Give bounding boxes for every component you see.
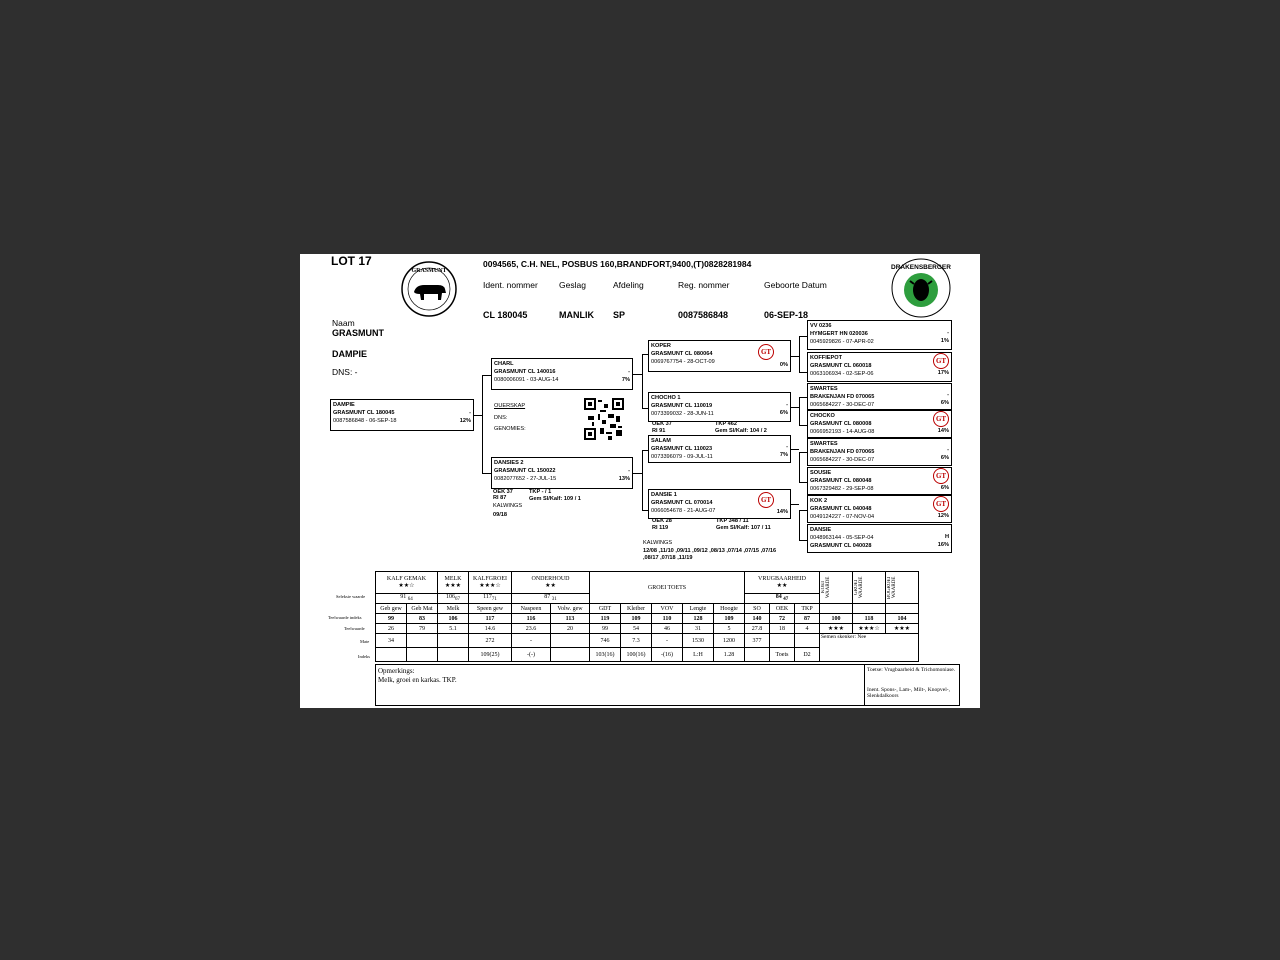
group-vrugbaarheid: VRUGBAARHEID ★★ bbox=[745, 572, 820, 594]
ident-value: CL 180045 bbox=[483, 310, 528, 320]
col-lengte: Lengte bbox=[683, 604, 714, 614]
pedigree-gg-2: KOFFIEPOT GRASMUNT CL 060018 0063106934 - 02-SEP-06 17% GT bbox=[807, 352, 952, 382]
inent-note: Inent. Spons-, Lam-, Milt-, Knopvel-, Slenkdalkoors bbox=[867, 687, 950, 699]
pedigree-dam-sire: SALAM GRASMUNT CL 110023 0073396079 - 09-JUL-11 - 7% bbox=[648, 435, 791, 463]
pedigree-sire: CHARL GRASMUNT CL 140016 0080006091 - 03-AUG-14 - 7% bbox=[491, 358, 633, 390]
svg-text:GRASMUNT: GRASMUNT bbox=[411, 268, 447, 274]
kalwings-list: 12/08 ,11/10 ,09/11 ,09/12 ,08/13 ,07/14 ,07/15 ,07/16 ,08/17 ,07/18 ,11/19 bbox=[643, 548, 777, 561]
opmerkings-label: Opmerkings: bbox=[378, 667, 415, 675]
geslag-header: Geslag bbox=[559, 280, 586, 290]
owner-details: 0094565, C.H. NEL, POSBUS 160,BRANDFORT,9400,(T)0828281984 bbox=[483, 259, 752, 269]
dam-kalwings-label: KALWINGS bbox=[493, 503, 523, 509]
svg-text:DRAKENSBERGER: DRAKENSBERGER bbox=[891, 264, 951, 271]
genomies-label: GENOMIES: bbox=[494, 426, 526, 432]
group-kalf-gemak: KALF GEMAK ★★☆ bbox=[376, 572, 438, 594]
group-onderhoud: ONDERHOUD ★★ bbox=[512, 572, 590, 594]
pedigree-dam-dam: DANSIE 1 GRASMUNT CL 070014 0066054678 - 21-AUG-07 14% GT bbox=[648, 489, 791, 519]
col-tkp: TKP bbox=[795, 604, 820, 614]
pedigree-self: DAMPIE GRASMUNT CL 180045 0087586848 - 06-SEP-18 - 12% bbox=[330, 399, 474, 431]
ouerskap-label: OUERSKAP bbox=[494, 403, 526, 409]
teelwaarde-indeks-label: Teelwaarde indeks bbox=[328, 615, 362, 620]
selection-label: Seleksie waarde bbox=[336, 594, 366, 599]
dam-tkp: TKP - / 1 bbox=[529, 489, 552, 495]
selection-vrugbaarheid: 84 $_{47}$ bbox=[745, 594, 820, 604]
pedigree-gg-6: SOUSIE GRASMUNT CL 080048 0067329482 - 29-SEP-08 6% GT bbox=[807, 467, 952, 495]
group-bogroei-waarde: BOGROEI WAARDE bbox=[886, 572, 919, 604]
dd-tkp: TKP 348 / 11 bbox=[716, 518, 749, 524]
dam-kalwings: 09/18 bbox=[493, 512, 507, 518]
afdeling-header: Afdeling bbox=[613, 280, 644, 290]
geslag-value: MANLIK bbox=[559, 310, 594, 320]
gcl-icon: GT bbox=[933, 496, 949, 512]
naam-label: Naam bbox=[332, 318, 355, 328]
qr-code bbox=[584, 398, 624, 440]
selection-onderhoud: 87 $_{31}$ bbox=[512, 594, 590, 604]
col-kleiber: Kleiber bbox=[621, 604, 652, 614]
geboorte-header: Geboorte Datum bbox=[764, 280, 827, 290]
col-naspeen: Naspeen bbox=[512, 604, 551, 614]
dd-ri: RI 119 bbox=[652, 525, 669, 531]
col-gdt: GDT bbox=[590, 604, 621, 614]
pedigree-gg-8: DANSIE 0048963144 - 05-SEP-04 GRASMUNT CL 040028 H 16% bbox=[807, 524, 952, 553]
evaluation-table bbox=[375, 571, 919, 662]
animal-name: DAMPIE bbox=[332, 349, 368, 359]
col-volw-gew: Volw. gew bbox=[551, 604, 590, 614]
sd-gem: Gem Sl/Kalf: 104 / 2 bbox=[715, 428, 767, 434]
gcl-icon: GT bbox=[758, 344, 774, 360]
dns-label: DNS: bbox=[494, 415, 508, 421]
dam-ri: RI 87 bbox=[493, 495, 507, 501]
sd-oek: OEK 37 bbox=[652, 421, 672, 427]
reg-header: Reg. nommer bbox=[678, 280, 730, 290]
pedigree-gg-5: SWARTES BRAKENJAN FD 070065 0065684227 - 30-DEC-07 - 6% bbox=[807, 438, 952, 466]
kalwings-label: KALWINGS bbox=[643, 540, 673, 546]
gcl-icon: GT bbox=[933, 411, 949, 427]
indeks-row: 109(25) -(-) 103(16) 100(16) -(16) L:H 1.28 Toets D2 bbox=[376, 648, 919, 662]
group-groei-waarde: GROEI WAARDE bbox=[853, 572, 886, 604]
selection-kalfgroei: $117_{71}$ bbox=[469, 594, 512, 604]
geboorte-value: 06-SEP-18 bbox=[764, 310, 809, 320]
pedigree-gg-3: SWARTES BRAKENJAN FD 070065 0065684227 - 30-DEC-07 - 6% bbox=[807, 383, 952, 410]
col-so: SO bbox=[745, 604, 770, 614]
dam-oek: OEK 37 bbox=[493, 489, 513, 495]
pedigree-gg-1: VV 0236 HYMGERT HN 020036 0045929826 - 07-APR-02 - 1% bbox=[807, 320, 952, 350]
col-hoogte: Hoogte bbox=[714, 604, 745, 614]
mate-label: Mate bbox=[360, 639, 370, 644]
opmerkings-text: Melk, groei en karkas. TKP. bbox=[378, 676, 457, 684]
col-geb-gew: Geb gew bbox=[376, 604, 407, 614]
afdeling-value: SP bbox=[613, 310, 626, 320]
gcl-icon: GT bbox=[758, 492, 774, 508]
sd-ri: RI 91 bbox=[652, 428, 666, 434]
selection-melk: $106_{67}$ bbox=[438, 594, 469, 604]
group-groei-toets: GROEI TOETS bbox=[590, 572, 745, 604]
selection-kalf-gemak: 91 $_{64}$ bbox=[376, 594, 438, 604]
dd-oek: OEK 28 bbox=[652, 518, 672, 524]
mate-row: 34 272 - 746 7.3 - 1530 1200 377 Semen skenker: Nee bbox=[376, 634, 919, 648]
ident-header: Ident. nommer bbox=[483, 280, 538, 290]
pedigree-dam: DANSIES 2 GRASMUNT CL 150022 0082077652 - 27-JUL-15 - 13% bbox=[491, 457, 633, 489]
dam-gem: Gem Sl/Kalf: 109 / 1 bbox=[529, 496, 581, 502]
group-kalfgroei: KALFGROEI ★★★☆ bbox=[469, 572, 512, 594]
grasmunt-logo bbox=[400, 260, 458, 318]
notes-section bbox=[375, 664, 960, 706]
col-geb-mat: Geb Mat bbox=[407, 604, 438, 614]
gcl-icon: GT bbox=[933, 468, 949, 484]
dd-gem: Gem Sl/Kalf: 107 / 11 bbox=[716, 525, 771, 531]
teelwaarde-label: Teelwaarde bbox=[344, 626, 365, 631]
pedigree-sire-sire: KOPER GRASMUNT CL 080064 0069767754 - 28-OCT-09 0% GT bbox=[648, 340, 791, 372]
group-melk: MELK ★★★ bbox=[438, 572, 469, 594]
pedigree-gg-4: CHOCKO GRASMUNT CL 080008 0066952193 - 14-AUG-08 14% GT bbox=[807, 410, 952, 438]
pedigree-gg-7: KOK 2 GRASMUNT CL 040048 0049124227 - 07-NOV-04 12% GT bbox=[807, 495, 952, 523]
teelwaarde-indeks-row: 99 83 106 117 116 113 119 109 110 128 109 140 72 87 100 118 104 bbox=[376, 614, 919, 624]
pedigree-certificate bbox=[300, 254, 980, 708]
toetse-note: Toetse: Vrugbaarheid & Trichomoniase. bbox=[867, 667, 956, 673]
col-oek: OEK bbox=[770, 604, 795, 614]
indeks-label: Indeks bbox=[358, 654, 370, 659]
group-koei-waarde: KOEI WAARDE bbox=[820, 572, 853, 604]
col-vov: VOV bbox=[652, 604, 683, 614]
drakensberger-logo bbox=[890, 257, 952, 319]
col-speen-gew: Speen gew bbox=[469, 604, 512, 614]
reg-value: 0087586848 bbox=[678, 310, 729, 320]
animal-naam: GRASMUNT bbox=[332, 328, 384, 338]
lot-number: LOT 17 bbox=[331, 254, 372, 268]
semen-note: Semen skenker: Nee bbox=[820, 634, 919, 662]
animal-dns: DNS: - bbox=[332, 367, 358, 377]
sd-tkp: TKP 462 bbox=[715, 421, 737, 427]
gcl-icon: GT bbox=[933, 353, 949, 369]
teelwaarde-row: 26 79 5.1 14.6 23.6 20 99 54 46 31 5 27.8 18 4 ★★★ ★★★☆ ★★★ bbox=[376, 624, 919, 634]
pedigree-sire-dam: CHOCHO 1 GRASMUNT CL 110019 0073399032 - 28-JUN-11 - 6% bbox=[648, 392, 791, 422]
col-melk: Melk bbox=[438, 604, 469, 614]
